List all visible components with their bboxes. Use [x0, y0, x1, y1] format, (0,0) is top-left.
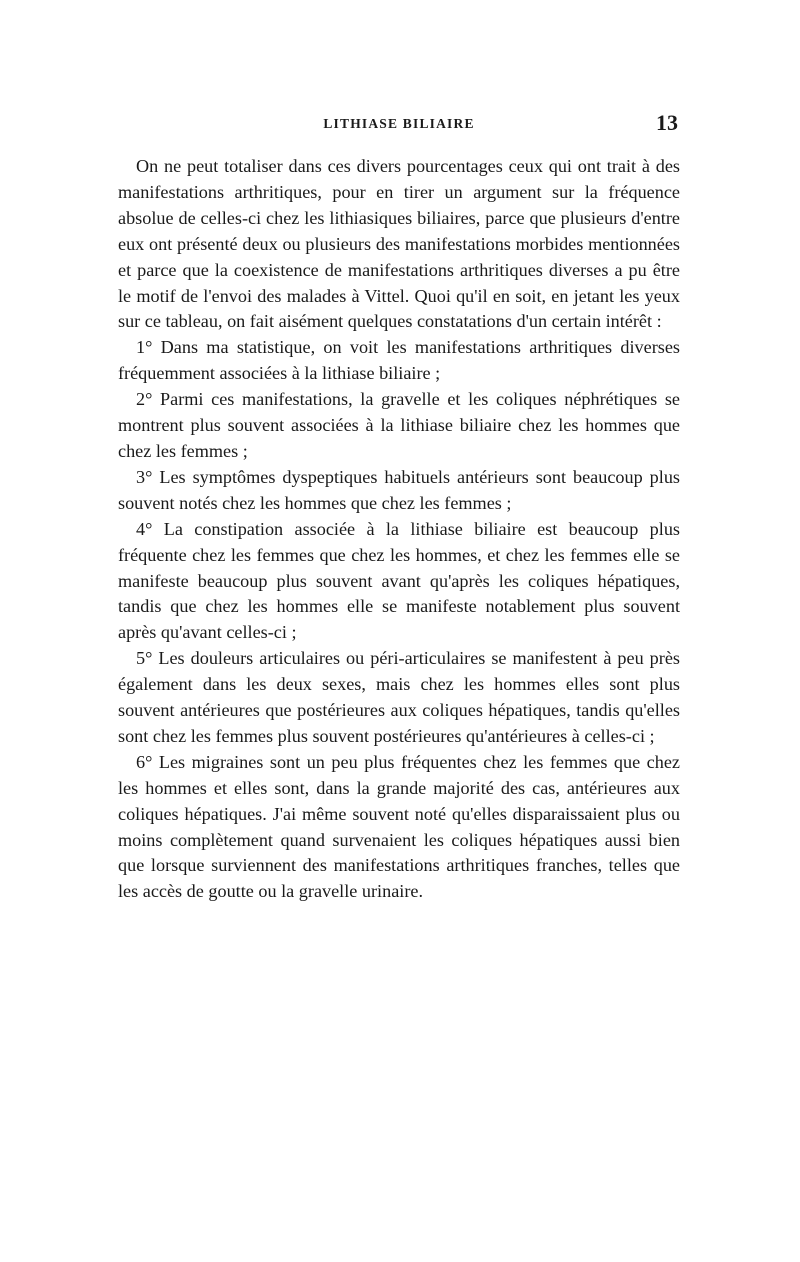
- paragraph-point-2: 2° Parmi ces manifestations, la gravelle et les coliques néphrétiques se montrent plus souvent associées à la lithiase biliaire chez les hommes que chez les femmes ;: [118, 389, 680, 461]
- book-page: [118, 112, 680, 905]
- paragraph-intro: On ne peut totaliser dans ces divers pourcentages ceux qui ont trait à des manifestations arthritiques, pour en tirer un argument sur la fréquence absolue de celles-ci chez les lithiasiques biliaires, parce que plusieurs d'entre eux ont présenté deux ou plusieurs des manifestations morbides mentionnées et parce que la coexistence de manifestations arthritiques diverses a pu être le motif de l'envoi des malades à Vittel. Quoi qu'il en soit, en jetant les yeux sur ce tableau, on fait aisément quelques constatations d'un certain intérêt :: [118, 156, 680, 332]
- paragraph-point-3: 3° Les symptômes dyspeptiques habituels antérieurs sont beaucoup plus souvent notés chez les hommes que chez les femmes ;: [118, 466, 680, 513]
- running-head: [118, 112, 680, 142]
- paragraph-point-6: 6° Les migraines sont un peu plus fréquentes chez les femmes que chez les hommes et elles sont, dans la grande majorité des cas, antérieures aux coliques hépatiques. J'ai même souvent noté qu'elles disparaissaient plus ou moins complètement quand survenaient les coliques hépatiques aussi bien que lorsque surviennent des manifestations arthritiques franches, telles que les accès de goutte ou la gravelle urinaire.: [118, 751, 680, 902]
- paragraph-point-1: 1° Dans ma statistique, on voit les manifestations arthritiques diverses fréquemment associées à la lithiase biliaire ;: [118, 337, 680, 384]
- paragraph-point-4: 4° La constipation associée à la lithiase biliaire est beaucoup plus fréquente chez les femmes que chez les hommes, et chez les femmes elle se manifeste beaucoup plus souvent avant qu'après les coliques hépatiques, tandis que chez les hommes elle se manifeste notablement plus souvent après qu'avant celles-ci ;: [118, 518, 680, 643]
- page-number: 13: [656, 110, 678, 135]
- paragraph-point-5: 5° Les douleurs articulaires ou péri-articulaires se manifestent à peu près également dans les deux sexes, mais chez les hommes elles sont plus souvent antérieures que postérieures aux coliques hépatiques, tandis qu'elles sont chez les femmes plus souvent postérieures qu'antérieures à celles-ci ;: [118, 648, 680, 746]
- running-title: LITHIASE BILIAIRE: [323, 116, 475, 131]
- body-text: [118, 154, 680, 905]
